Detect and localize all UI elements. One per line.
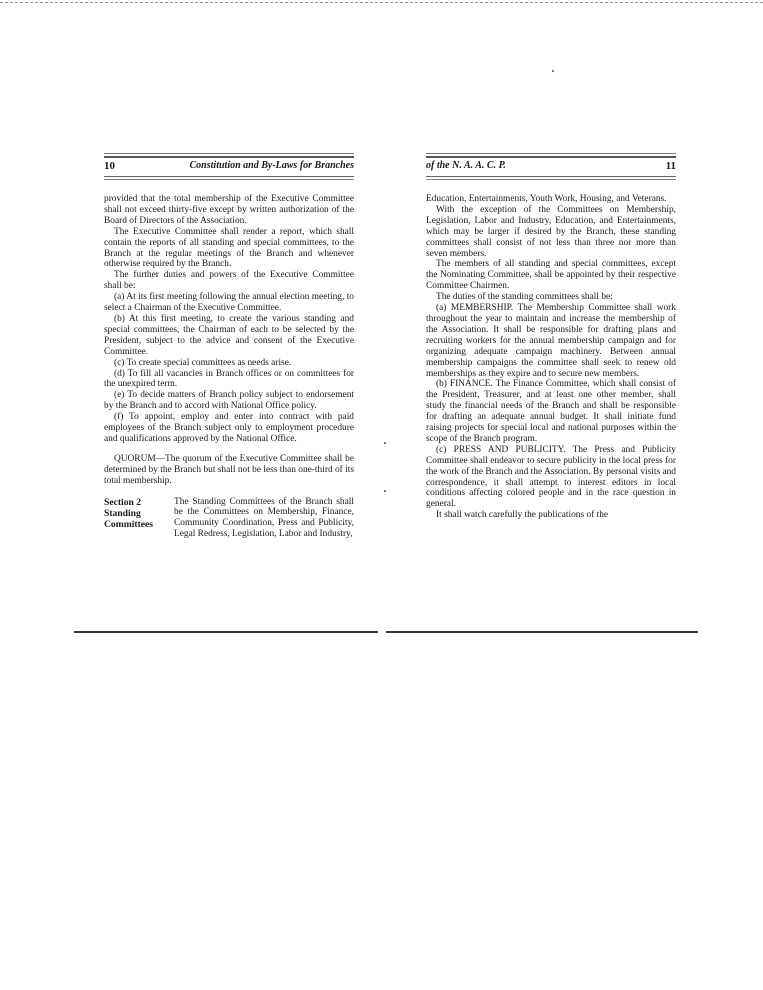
header-rule [104,179,354,180]
paragraph: The members of all standing and special committees, except the Nominating Committee, shall be appointed by their respective Committee Chairmen. [426,259,676,292]
paragraph: The further duties and powers of the Executive Committee shall be: [104,270,354,292]
scan-speck [384,442,386,444]
header-rule [426,176,676,177]
right-body [426,194,676,521]
header-rule [426,179,676,180]
running-title: Constitution and By-Laws for Branches [189,160,354,171]
section-2 [104,497,354,541]
paragraph: With the exception of the Committees on Membership, Legislation, Labor and Industry, Education, and Entertainments, which may be larger if desired by the Branch, these standing committees shall consist of not less than three nor more than seven members. [426,204,676,259]
quorum-paragraph: QUORUM—The quorum of the Executive Committee shall be determined by the Branch but shall not be less than one-third of its total membership. [104,453,354,486]
paragraph: provided that the total membership of the Executive Committee shall not exceed thirty-five except by written authorization of the Board of Directors of the Association. [104,194,354,226]
page-number: 10 [104,160,115,172]
paragraph: (a) At its first meeting following the annual election meeting, to select a Chairman of the Executive Committee. [104,292,354,314]
header-rule [104,156,354,158]
paragraph: (f) To appoint, employ and enter into contract with paid employees of the Branch subject only to employment procedure and qualifications approved by the National Office. [104,412,354,444]
running-title: of the N. A. A. C. P. [426,160,506,171]
page-number: 11 [665,160,676,172]
scan-top-edge [0,2,763,3]
paragraph: The duties of the standing committees shall be: [436,292,613,303]
paragraph: (e) To decide matters of Branch policy subject to endorsement by the Branch and to accord with National Office policy. [104,390,354,412]
paragraph: (a) MEMBERSHIP. The Membership Committee shall work throughout the year to maintain and increase the membership of the Association. It shall be responsible for drafting plans and recruiting workers for the annual membership campaign and for organizing adequate campaign machinery. Between annual membership campaigns the committee shall seek to renew old memberships as they expire and to secure new members. [426,303,676,379]
section-title-line: Committees [104,518,154,530]
paragraph: Education, Entertainments, Youth Work, Housing, and Veterans. [426,194,667,204]
paragraph: It shall watch carefully the publications of the [436,510,609,521]
scan-speck [552,70,554,72]
page-bottom-rule [386,631,698,633]
section-number: Section 2 [104,496,142,508]
header-rule [426,153,676,154]
page-bottom-rule [74,631,378,633]
section-title-line: Standing [104,507,141,519]
left-page [104,150,354,540]
right-running-head [426,150,676,180]
paragraph: (d) To fill all vacancies in Branch offices or on committees for the unexpired term. [104,368,354,390]
paragraph: (b) FINANCE. The Finance Committee, which shall consist of the President, Treasurer, and at least one other member, shall study the financial needs of the Branch and shall be responsible for drafting an adequate annual budget. It shall initiate fund raising projects for special local and national purposes within the scope of the Branch program. [426,379,676,444]
paragraph: (c) To create special committees as needs arise. [114,357,292,368]
paragraph: (c) PRESS AND PUBLICITY. The Press and Publicity Committee shall endeavor to secure publicity in the local press for the work of the Branch and the Association. By personal visits and correspondence, it shall attempt to interest editors in local conditions affecting colored people and in the race question in general. [426,444,676,510]
scan-speck [384,490,386,492]
header-rule [426,156,676,158]
left-body [104,194,354,540]
header-rule [104,153,354,154]
section-text: The Standing Committees of the Branch shall be the Committees on Membership, Finance, Community Coordination, Press and Publicity, Legal Redress, Legislation, Labor and Industry, [174,496,354,540]
paragraph: (b) At this first meeting, to create the various standing and special committees, the Chairman of each to be selected by the President, subject to the advice and consent of the Executive Committee. [104,313,354,357]
paragraph: The Executive Committee shall render a report, which shall contain the reports of all standing and special committees, to the Branch at the regular meetings of the Branch and whenever otherwise required by the Branch. [104,226,354,270]
right-page [426,150,676,521]
left-running-head [104,150,354,180]
header-rule [104,176,354,177]
section-heading [104,497,174,541]
